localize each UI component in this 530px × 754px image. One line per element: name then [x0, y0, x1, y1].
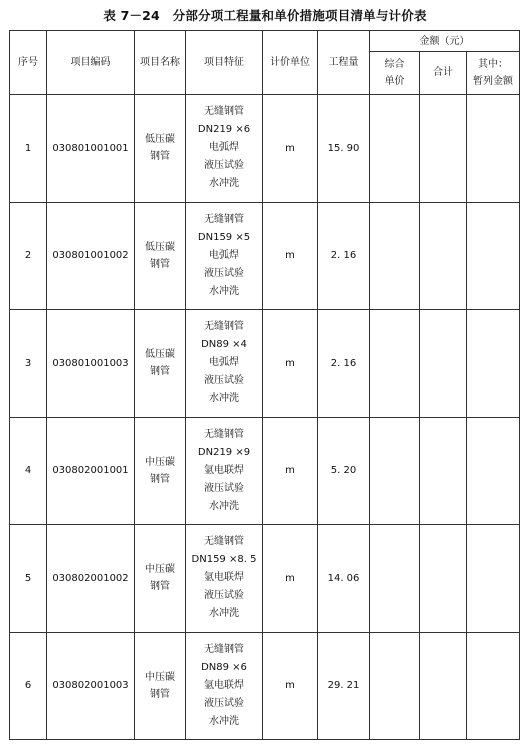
header-index: 序号	[10, 31, 47, 95]
cell-code: 030801001003	[47, 310, 135, 418]
cell-name	[135, 95, 186, 203]
cell-feature-line: 水冲洗	[209, 393, 239, 405]
table-row	[10, 525, 520, 633]
cell-feature-line: DN89 ×4	[201, 339, 247, 351]
cell-unit: m	[263, 632, 318, 740]
cell-feature-line: 电弧焊	[209, 357, 239, 369]
cell-quantity: 2. 16	[318, 310, 370, 418]
cell-name-line: 钢管	[150, 688, 170, 700]
cell-feature	[186, 310, 263, 418]
header-provisional-line1: 其中：	[478, 59, 508, 70]
cell-index: 5	[10, 525, 47, 633]
bill-of-quantities-table	[9, 30, 520, 740]
cell-unit: m	[263, 95, 318, 203]
cell-feature-line: 无缝钢管	[204, 643, 244, 655]
table-row	[10, 632, 520, 740]
cell-unit-price	[370, 417, 420, 525]
cell-code: 030802001003	[47, 632, 135, 740]
cell-index: 1	[10, 95, 47, 203]
cell-feature-line: 液压试验	[204, 160, 244, 172]
cell-index: 6	[10, 632, 47, 740]
cell-name-line: 低压碳	[145, 349, 175, 361]
cell-unit-price	[370, 310, 420, 418]
cell-feature	[186, 417, 263, 525]
cell-feature-line: DN219 ×6	[197, 124, 251, 136]
cell-feature-line: 氩电联焊	[204, 464, 244, 476]
cell-total	[420, 310, 467, 418]
cell-feature	[186, 525, 263, 633]
cell-code: 030801001002	[47, 202, 135, 310]
cell-unit: m	[263, 202, 318, 310]
cell-quantity: 14. 06	[318, 525, 370, 633]
cell-feature-line: 液压试验	[204, 267, 244, 279]
cell-feature	[186, 202, 263, 310]
cell-feature-line: 氩电联焊	[204, 572, 244, 584]
header-amount: 金额（元）	[370, 31, 520, 52]
header-feature: 项目特征	[186, 31, 263, 95]
cell-total	[420, 417, 467, 525]
cell-feature-line: 水冲洗	[209, 715, 239, 727]
cell-feature-line: 电弧焊	[209, 142, 239, 154]
cell-index: 4	[10, 417, 47, 525]
cell-feature-line: 无缝钢管	[204, 536, 244, 548]
cell-provisional	[467, 525, 520, 633]
cell-provisional	[467, 95, 520, 203]
cell-feature-line: 电弧焊	[209, 249, 239, 261]
cell-feature-line: 氩电联焊	[204, 679, 244, 691]
table-row	[10, 202, 520, 310]
cell-feature-line: 水冲洗	[209, 285, 239, 297]
cell-unit-price	[370, 632, 420, 740]
cell-feature-line: 水冲洗	[209, 178, 239, 190]
table-row	[10, 417, 520, 525]
cell-quantity: 29. 21	[318, 632, 370, 740]
cell-unit-price	[370, 202, 420, 310]
cell-index: 2	[10, 202, 47, 310]
cell-name	[135, 632, 186, 740]
cell-unit: m	[263, 417, 318, 525]
cell-feature-line: DN219 ×9	[197, 446, 251, 458]
cell-name	[135, 202, 186, 310]
cell-feature-line: DN89 ×6	[201, 661, 247, 673]
cell-feature-line: 液压试验	[204, 482, 244, 494]
cell-feature-line: 水冲洗	[209, 500, 239, 512]
cell-unit-price	[370, 95, 420, 203]
cell-name-line: 钢管	[150, 473, 170, 485]
cell-code: 030802001001	[47, 417, 135, 525]
cell-provisional	[467, 417, 520, 525]
header-code: 项目编码	[47, 31, 135, 95]
cell-feature-line: 无缝钢管	[204, 106, 244, 118]
table-header	[10, 31, 520, 95]
table-row	[10, 310, 520, 418]
cell-name-line: 钢管	[150, 366, 170, 378]
header-unit-price-line1: 综合	[384, 59, 405, 70]
header-provisional	[467, 52, 520, 95]
header-name: 项目名称	[135, 31, 186, 95]
cell-feature-line: 液压试验	[204, 590, 244, 602]
cell-unit: m	[263, 310, 318, 418]
cell-unit-price	[370, 525, 420, 633]
cell-provisional	[467, 310, 520, 418]
cell-feature-line: 无缝钢管	[204, 321, 244, 333]
cell-feature-line: DN159 ×8. 5	[191, 554, 257, 566]
cell-feature-line: 水冲洗	[209, 608, 239, 620]
cell-name-line: 钢管	[150, 581, 170, 593]
cell-index: 3	[10, 310, 47, 418]
cell-name-line: 中压碳	[145, 456, 175, 468]
header-unit-price	[370, 52, 420, 95]
cell-name-line: 钢管	[150, 258, 170, 270]
cell-name	[135, 417, 186, 525]
table-row	[10, 95, 520, 203]
cell-quantity: 5. 20	[318, 417, 370, 525]
cell-code: 030802001002	[47, 525, 135, 633]
cell-feature-line: 无缝钢管	[204, 213, 244, 225]
cell-provisional	[467, 632, 520, 740]
cell-name-line: 中压碳	[145, 564, 175, 576]
header-quantity: 工程量	[318, 31, 370, 95]
cell-name-line: 低压碳	[145, 134, 175, 146]
header-unit: 计价单位	[263, 31, 318, 95]
cell-name-line: 钢管	[150, 151, 170, 163]
cell-total	[420, 202, 467, 310]
cell-feature-line: 液压试验	[204, 697, 244, 709]
cell-feature-line: DN159 ×5	[197, 231, 251, 243]
cell-total	[420, 95, 467, 203]
cell-name	[135, 310, 186, 418]
cell-name-line: 低压碳	[145, 241, 175, 253]
cell-feature-line: 无缝钢管	[204, 428, 244, 440]
cell-code: 030801001001	[47, 95, 135, 203]
cell-name-line: 中压碳	[145, 671, 175, 683]
header-total: 合计	[420, 52, 467, 95]
cell-feature	[186, 95, 263, 203]
cell-quantity: 2. 16	[318, 202, 370, 310]
header-unit-price-line2: 单价	[384, 76, 405, 87]
table-body	[10, 95, 520, 740]
header-provisional-line2: 暂列金额	[473, 76, 513, 87]
cell-feature	[186, 632, 263, 740]
cell-provisional	[467, 202, 520, 310]
cell-total	[420, 632, 467, 740]
table-title: 表 7－24 分部分项工程量和单价措施项目清单与计价表	[103, 8, 427, 23]
cell-feature-line: 液压试验	[204, 375, 244, 387]
cell-unit: m	[263, 525, 318, 633]
cell-quantity: 15. 90	[318, 95, 370, 203]
cell-name	[135, 525, 186, 633]
cell-total	[420, 525, 467, 633]
